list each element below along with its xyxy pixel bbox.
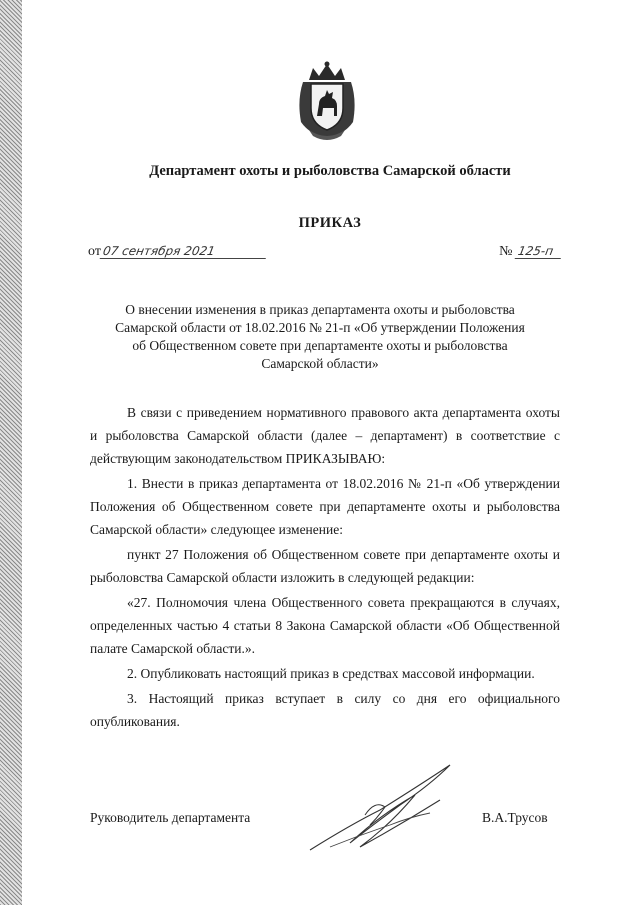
department-name: Департамент охоты и рыболовства Самарской области bbox=[149, 163, 511, 179]
subject-line: О внесении изменения в приказ департамента охоты и рыболовства bbox=[125, 302, 515, 317]
date-prefix: от bbox=[88, 244, 101, 259]
item-1-point-paragraph: пункт 27 Положения об Общественном совете при департаменте охоты и рыболовства Самарской области изложить в следующей редакции: bbox=[90, 547, 560, 585]
handwritten-date: 07 сентября 2021 bbox=[100, 244, 269, 259]
order-date bbox=[88, 244, 267, 260]
order-body bbox=[90, 401, 560, 733]
order-number bbox=[499, 244, 562, 260]
signatory-name: В.А.Трусов bbox=[482, 810, 548, 825]
handwritten-number: 125-п bbox=[515, 244, 564, 259]
signature-icon bbox=[290, 755, 470, 865]
item-3-paragraph: 3. Настоящий приказ вступает в силу со дня его официального опубликования. bbox=[90, 691, 560, 729]
order-subject bbox=[90, 301, 550, 373]
preamble-paragraph: В связи с приведением нормативного правового акта департамента охоты и рыболовства Самарской области (далее – департамент) в соответствие с действующим законодательством ПРИКАЗЫВАЮ: bbox=[90, 405, 560, 466]
item-1-quote-paragraph: «27. Полномочия члена Общественного совета прекращаются в случаях, определенных частью 4 статьи 8 Закона Самарской области «Об Общественной палате Самарской области.». bbox=[90, 595, 560, 656]
subject-line: Самарской области от 18.02.2016 № 21-п «Об утверждении Положения bbox=[115, 320, 525, 335]
item-2-paragraph: 2. Опубликовать настоящий приказ в средствах массовой информации. bbox=[127, 666, 535, 681]
item-1-paragraph: 1. Внести в приказ департамента от 18.02.2016 № 21-п «Об утверждении Положения об Общественном совете при департаменте охоты и рыболовства Самарской области» следующее изменение: bbox=[90, 476, 560, 537]
coat-of-arms-icon bbox=[295, 60, 359, 142]
subject-line: Самарской области» bbox=[261, 356, 379, 371]
document-type: ПРИКАЗ bbox=[298, 215, 362, 231]
scan-edge bbox=[0, 0, 22, 905]
signatory-title: Руководитель департамента bbox=[90, 810, 251, 825]
number-prefix: № bbox=[499, 244, 513, 259]
subject-line: об Общественном совете при департаменте охоты и рыболовства bbox=[132, 338, 508, 353]
